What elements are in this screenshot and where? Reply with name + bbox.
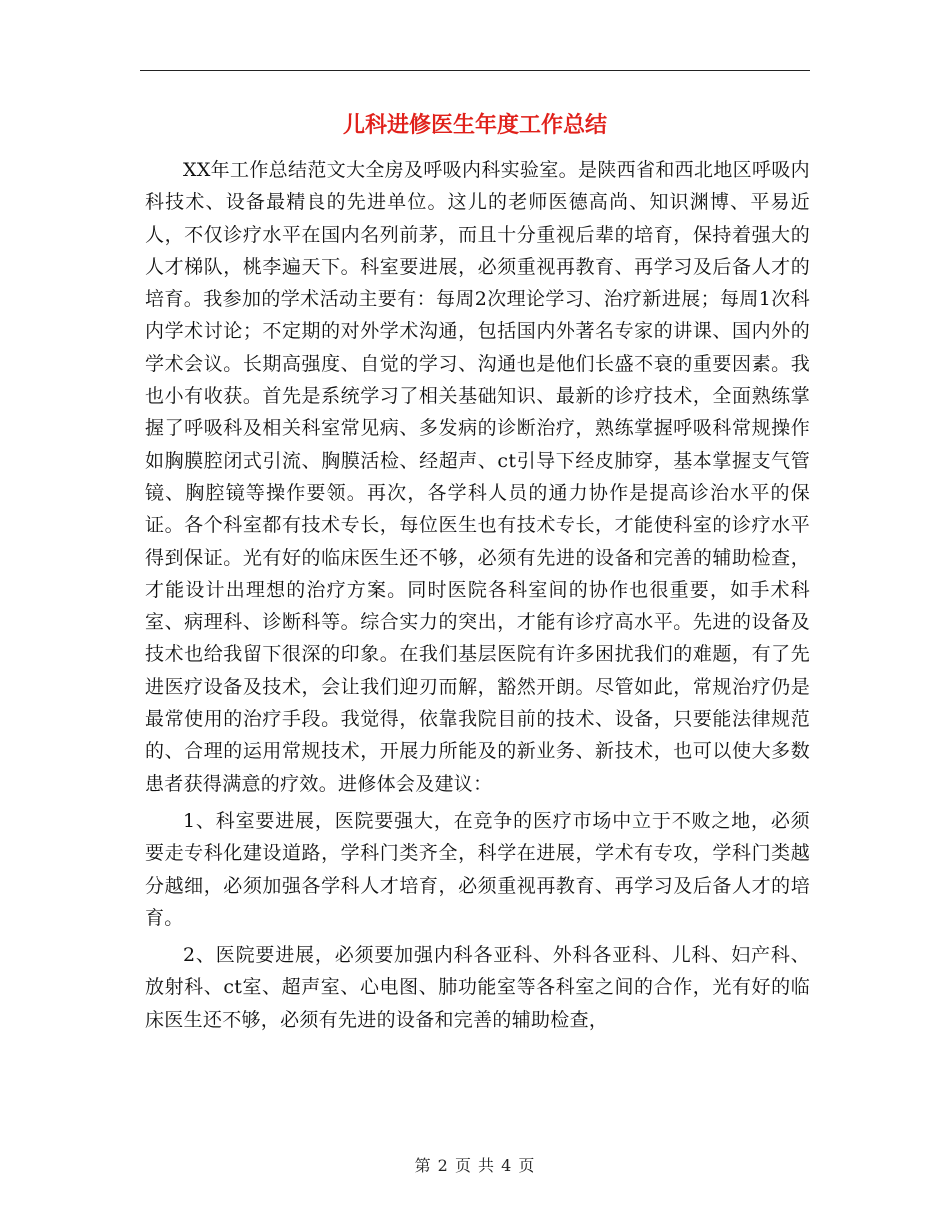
paragraph-suggestion-1: 1、科室要进展，医院要强大，在竞争的医疗市场中立于不败之地，必须要走专科化建设道路，学科门类齐全，科学在进展，学术有专攻，学科门类越分越细，必须加强各学科人才培育，必须重视再教育、再学习及后备人才的培育。 bbox=[145, 809, 810, 929]
paragraph-intro: XX年工作总结范文大全房及呼吸内科实验室。是陕西省和西北地区呼吸内科技术、设备最精良的先进单位。这儿的老师医德高尚、知识渊博、平易近人，不仅诊疗水平在国内名列前茅，而且十分重视后辈的培育，保持着强大的人才梯队，桃李遍天下。科室要进展，必须重视再教育、再学习及后备人才的培育。我参加的学术活动主要有：每周2次理论学习、治疗新进展；每周1次科内学术讨论；不定期的对外学术沟通，包括国内外著名专家的讲课、国内外的学术会议。长期高强度、自觉的学习、沟通也是他们长盛不衰的重要因素。我也小有收获。首先是系统学习了相关基础知识、最新的诊疗技术，全面熟练掌握了呼吸科及相关科室常见病、多发病的诊断治疗，熟练掌握呼吸科常规操作如胸膜腔闭式引流、胸膜活检、经超声、ct引导下经皮肺穿，基本掌握支气管镜、胸腔镜等操作要领。再次，各学科人员的通力协作是提高诊治水平的保证。各个科室都有技术专长，每位医生也有技术专长，才能使科室的诊疗水平得到保证。光有好的临床医生还不够，必须有先进的设备和完善的辅助检查，才能设计出理想的治疗方案。同时医院各科室间的协作也很重要，如手术科室、病理科、诊断科等。综合实力的突出，才能有诊疗高水平。先进的设备及技术也给我留下很深的印象。在我们基层医院有许多困扰我们的难题，有了先进医疗设备及技术，会让我们迎刃而解，豁然开朗。尽管如此，常规治疗仍是最常使用的治疗手段。我觉得，依靠我院目前的技术、设备，只要能法律规范的、合理的运用常规技术，开展力所能及的新业务、新技术，也可以使大多数患者获得满意的疗效。进修体会及建议： bbox=[145, 159, 810, 795]
document-title: 儿科进修医生年度工作总结 bbox=[342, 113, 607, 138]
header-rule bbox=[140, 70, 810, 71]
page-number-footer: 第 2 页 共 4 页 bbox=[414, 1156, 536, 1175]
paragraph-suggestion-2: 2、医院要进展，必须要加强内科各亚科、外科各亚科、儿科、妇产科、放射科、ct室、超声室、心电图、肺功能室等各科室之间的合作，光有好的临床医生还不够，必须有先进的设备和完善的辅助检查， bbox=[145, 944, 810, 1031]
document-body bbox=[145, 154, 810, 1036]
